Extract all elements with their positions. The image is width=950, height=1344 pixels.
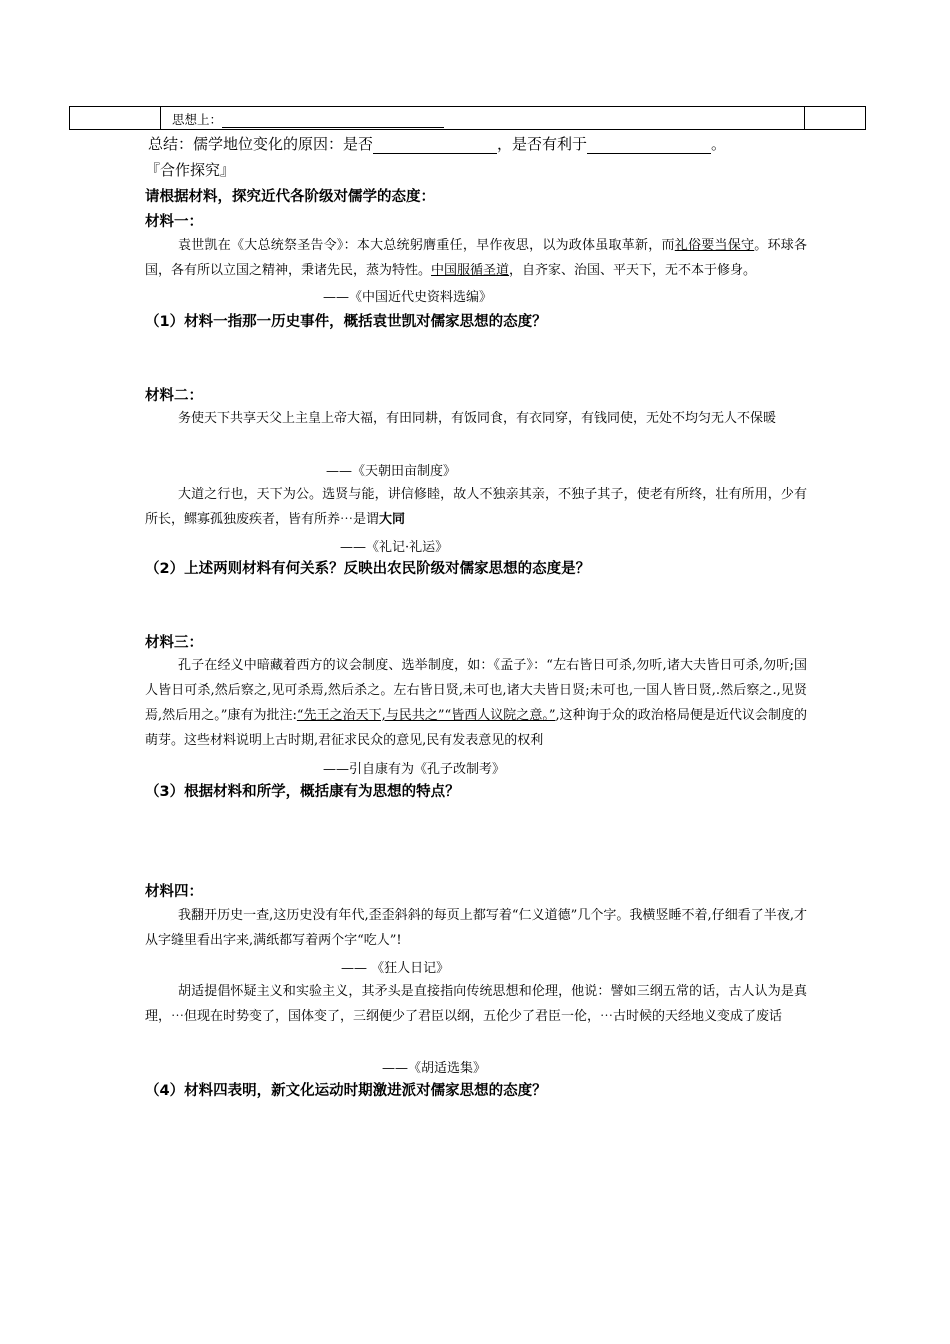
question-1: （1）材料一指那一历史事件，概括袁世凯对儒家思想的态度？ [145,314,547,330]
material1-text-c: 球各国，各有所以立国之精神，秉诸先民，蒸为特性。 [145,238,807,278]
summary-line [148,133,726,154]
summary-suffix: 。 [711,135,727,153]
material2-text-2 [145,482,807,532]
material3-underline: “先王之治天下,与民共之”“皆西人议院之意。” [296,708,556,723]
material3-text-b: ,这种询于众的政治格局便是近代议会制度的萌芽。这些材料说明上古时期,君征求民众的意见,民有发表意见的权利 [145,708,807,748]
material2-datong: 大同 [379,512,406,527]
material4-heading: 材料四： [145,884,203,900]
material2-heading: 材料二： [145,388,203,404]
material1-text-d: ，自齐家、治国、平天下，无不本于修身。 [509,263,757,278]
material2-text-2a: 大道之行也，天下为公。选贤与能，讲信修睦，故人不独亲其亲，不独子其子，使老有所终，壮有所用，少有所长，鳏寡孤独废疾者，皆有所养⋯是谓 [145,487,807,527]
material1-heading: 材料一： [145,214,203,230]
material3-heading: 材料三： [145,635,203,651]
material1-underline-2: 中国服循圣道 [431,263,510,278]
material3-text-a: 孔子在经义中暗藏着西方的议会制度、选举制度，如：《孟子》：“左右皆日可杀,勿听,诸大夫皆日可杀,勿听;国人皆日可杀,然后察之,见可杀焉,然后杀之。左右皆日贤,未可也,诸大夫皆日贤;未可也,一国人皆日贤,.然后察之.,见贤焉,然后用之。”康有为批注: [145,658,807,723]
summary-prefix: 总结：儒学地位变化的原因：是否 [148,135,374,153]
material3-text [145,653,807,753]
question-3: （3）根据材料和所学，概括康有为思想的特点？ [145,784,460,800]
table-row [69,106,866,130]
table-cell-right [804,107,865,129]
material4-text-1: 我翻开历史一查,这历史没有年代,歪歪斜斜的每页上都写着“仁义道德”几个字。我横竖睡不着,仔细看了半夜,才从字缝里看出字来,满纸都写着两个字“吃人”! [145,908,807,948]
summary-middle: ，是否有利于 [497,135,588,153]
question-2: （2）上述两则材料有何关系？反映出农民阶级对儒家思想的态度是？ [145,561,591,577]
thought-label: 思想上： [172,112,223,127]
instruction: 请根据材料，探究近代各阶级对儒学的态度： [145,189,435,205]
material4-source-1: —— 《狂人日记》 [341,961,450,976]
summary-blank-2 [587,140,711,154]
section-title: 『合作探究』 [145,161,236,179]
material4-source-2: ——《胡适选集》 [382,1061,487,1076]
material1-source: ——《中国近代史资料选编》 [323,290,493,305]
material2-source-2: ——《礼记·礼运》 [340,540,449,555]
material1-text-b: 。环 [754,238,781,253]
material2-text-1: 务使天下共享天父上主皇上帝大福，有田同耕，有饭同食，有衣同穿，有钱同使，无处不均匀无人不保暖 [178,411,777,426]
question-4: （4）材料四表明，新文化运动时期激进派对儒家思想的态度？ [145,1083,547,1099]
table-cell-content [172,110,444,128]
summary-blank-1 [373,140,497,154]
material3-source: ——引自康有为《孔子改制考》 [323,762,506,777]
material2-source-1: ——《天朝田亩制度》 [326,464,457,479]
material1-text-a: 袁世凯在《大总统祭圣告令》：本大总统躬膺重任，早作夜思，以为政体虽取革新，而 [178,238,675,253]
thought-blank [222,114,444,128]
table-cell-left [70,107,161,129]
material1-text [145,233,807,283]
material4-text-2: 胡适提倡怀疑主义和实验主义，其矛头是直接指向传统思想和伦理，他说：譬如三纲五常的话，古人认为是真理，⋯但现在时势变了，国体变了，三纲便少了君臣以纲，五伦少了君臣一伦，⋯古时候的天经地义变成了废话 [145,984,807,1024]
material1-underline-1: 礼俗要当保守 [674,238,755,253]
